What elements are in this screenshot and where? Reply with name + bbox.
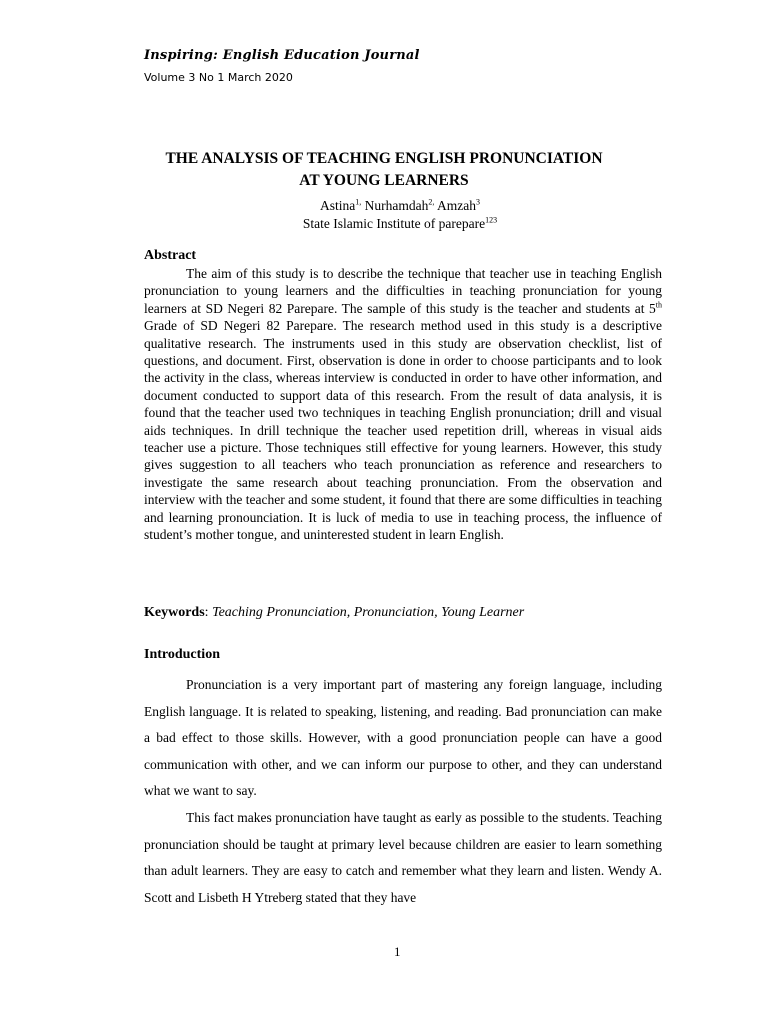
introduction-body [144, 672, 662, 911]
institution-name: State Islamic Institute of parepare [302, 216, 486, 231]
keywords-values: Teaching Pronunciation, Pronunciation, Young Learner [212, 605, 525, 620]
page-number: 1 [394, 944, 401, 959]
author-3: Amzah [437, 198, 476, 213]
author-1: Astina [320, 198, 356, 213]
abstract-text-part-2: Grade of SD Negeri 82 Parepare. The research method used in this study is a descriptive qualitative research. The instruments used in this study are observation checklist, list of questions, and document. First, observation is done in order to choose participants and to look the activity in the class, whereas interview is conducted in order to have other information, and document conducted to support data of this research. From the result of data analysis, it is found that the teacher used two techniques in teaching English pronunciation; drill and visual aids techniques. In drill technique the teacher used repetition drill, whereas in visual aids teacher use a picture. Those techniques still effective for young learners. However, this study gives suggestion to all teachers who teach pronunciation as reference and researchers to investigate the same research about teaching pronunciation. From the observation and interview with the teacher and some student, it found that there are some difficulties in teaching and learning pronounciation. It is luck of media to use in teaching process, the influence of student’s mother tongue, and uninterested student in learn English. [144, 318, 662, 543]
author-2: Nurhamdah [364, 198, 429, 213]
abstract-body [144, 265, 662, 544]
introduction-heading: Introduction [144, 647, 220, 662]
keywords: Keywords: Teaching Pronunciation, Pronunciation, Young Learner [144, 605, 525, 620]
journal-name: Inspiring: English Education Journal [144, 48, 420, 63]
introduction-paragraph-1: Pronunciation is a very important part of mastering any foreign language, including English language. It is related to speaking, listening, and reading. Bad pronunciation can make a bad effect to those skills. However, with a good pronunciation people can have a good communication with other, and we can inform our purpose to other, and they can understand what we want to say. [144, 677, 662, 799]
abstract-text-part-1: The aim of this study is to describe the technique that teacher use in teaching English pronunciation to young learners and the difficulties in teaching pronunciation for young learners at SD Negeri 82 Parepare. The sample of this study is the teacher and students at 5 [144, 266, 662, 316]
author-list [144, 197, 656, 215]
authors-block [144, 197, 656, 233]
author-1-affiliation: 1, [355, 197, 362, 207]
author-3-affiliation: 3 [475, 197, 480, 207]
institution-affiliation: 123 [485, 215, 498, 225]
keywords-label: Keywords [144, 605, 205, 620]
author-2-affiliation: 2, [428, 197, 435, 207]
abstract-ordinal-suffix: th [655, 300, 662, 310]
journal-volume: Volume 3 No 1 March 2020 [144, 71, 293, 84]
title-line-1: THE ANALYSIS OF TEACHING ENGLISH PRONUNCIATION [165, 150, 603, 167]
institution [144, 215, 656, 233]
title-line-2: AT YOUNG LEARNERS [299, 172, 469, 189]
paper-title [120, 148, 648, 192]
introduction-paragraph-2: This fact makes pronunciation have taught as early as possible to the students. Teaching pronunciation should be taught at primary level because children are easier to learn something than adult learners. They are easy to catch and remember what they learn and listen. Wendy A. Scott and Lisbeth H Ytreberg stated that they have [144, 809, 662, 905]
abstract-heading: Abstract [144, 248, 197, 263]
